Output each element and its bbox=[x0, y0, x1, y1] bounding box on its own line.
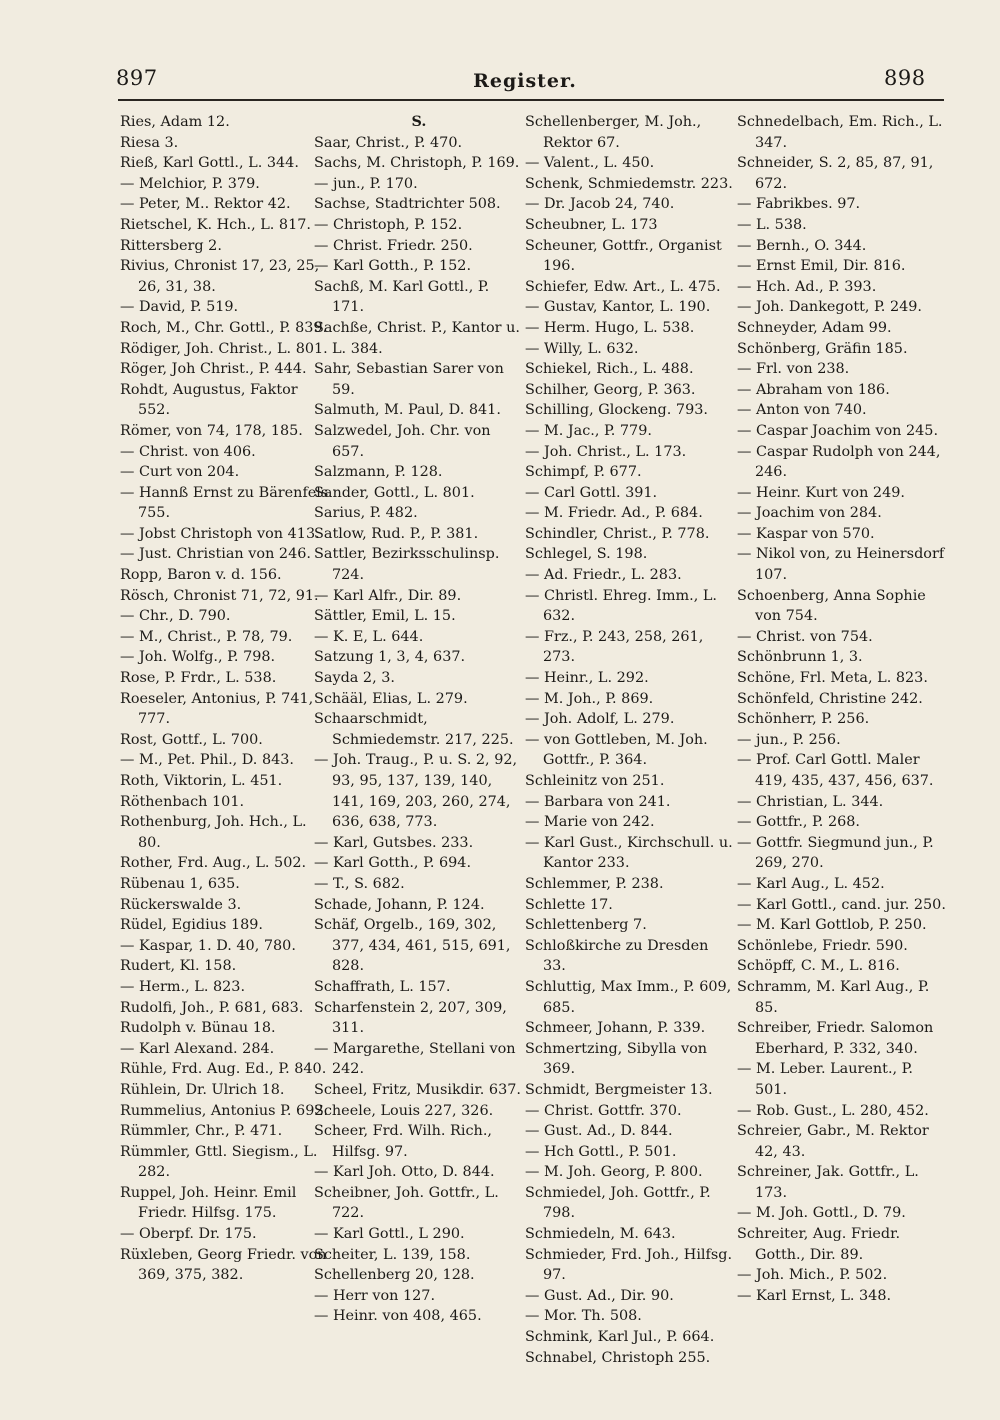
index-entry: Schnedelbach, Em. Rich., L. 347. bbox=[737, 114, 943, 151]
index-entry: — M. Joh., P. 869. bbox=[525, 690, 654, 707]
index-entry: — Joh. Wolfg., P. 798. bbox=[120, 649, 276, 666]
index-entry: — Melchior, P. 379. bbox=[120, 175, 260, 192]
index-entry: Rümmler, Chr., P. 471. bbox=[120, 1123, 283, 1140]
index-entry: Sachß, M. Karl Gottl., P. 171. bbox=[314, 278, 490, 316]
index-entry: — Hch Gottl., P. 501. bbox=[525, 1143, 677, 1160]
index-entry: Schmink, Karl Jul., P. 664. bbox=[525, 1329, 715, 1346]
index-entry: Schellenberg 20, 128. bbox=[314, 1267, 475, 1284]
index-entry: Rost, Gottf., L. 700. bbox=[120, 731, 263, 748]
index-entry: — Karl Gottl., L 290. bbox=[314, 1226, 465, 1243]
index-entry: Schaarschmidt, Schmiedemstr. 217, 225. bbox=[314, 711, 514, 748]
index-entry: — Karl Alexand. 284. bbox=[120, 1040, 275, 1057]
index-entry: — Christl. Ehreg. Imm., L. 632. bbox=[525, 587, 718, 625]
index-entry: Schääl, Elias, L. 279. bbox=[314, 690, 468, 707]
index-entry: Schellenberger, M. Joh., Rektor 67. bbox=[525, 114, 702, 151]
index-entry: Salzwedel, Joh. Chr. von 657. bbox=[314, 422, 491, 460]
index-entry: Schilher, Georg, P. 363. bbox=[525, 381, 696, 398]
index-column-1 bbox=[120, 112, 330, 1286]
index-entry: Schmiedel, Joh. Gottfr., P. 798. bbox=[525, 1184, 711, 1222]
index-entry: — Christ. von 406. bbox=[120, 443, 256, 460]
index-entry: Schoenberg, Anna Sophie von 754. bbox=[737, 587, 926, 625]
index-entry: Scheer, Frd. Wilh. Rich., Hilfsg. 97. bbox=[314, 1123, 492, 1160]
index-entry: Rummelius, Antonius P. 692. bbox=[120, 1102, 329, 1119]
index-entry: — Nikol von, zu Heinersdorf 107. bbox=[737, 546, 945, 584]
index-entry: Rothenburg, Joh. Hch., L. 80. bbox=[120, 814, 307, 851]
index-entry: Rösch, Chronist 71, 72, 91. bbox=[120, 587, 319, 604]
index-entry: Rüdel, Egidius 189. bbox=[120, 917, 263, 934]
index-entry: Schönberg, Gräfin 185. bbox=[737, 340, 908, 357]
index-entry: Roeseler, Antonius, P. 741, 777. bbox=[120, 690, 314, 728]
index-entry: Rudolfi, Joh., P. 681, 683. bbox=[120, 999, 304, 1016]
index-entry: Rittersberg 2. bbox=[120, 237, 222, 254]
index-entry: — Joh. Mich., P. 502. bbox=[737, 1267, 888, 1284]
index-entry: Schneyder, Adam 99. bbox=[737, 319, 892, 336]
index-entry: Schlette 17. bbox=[525, 896, 613, 913]
index-entry: Scheel, Fritz, Musikdir. 637. bbox=[314, 1081, 521, 1098]
index-entry: Schiekel, Rich., L. 488. bbox=[525, 361, 694, 378]
index-entry: — Joachim von 284. bbox=[737, 505, 882, 522]
index-entry: — Heinr., L. 292. bbox=[525, 670, 649, 687]
index-entry: — David, P. 519. bbox=[120, 299, 239, 316]
index-entry: Rother, Frd. Aug., L. 502. bbox=[120, 855, 307, 872]
index-entry: — Frl. von 238. bbox=[737, 361, 850, 378]
index-entry: Schmidt, Bergmeister 13. bbox=[525, 1081, 713, 1098]
index-entry: — Karl Ernst, L. 348. bbox=[737, 1287, 892, 1304]
index-entry: — Caspar Rudolph von 244, 246. bbox=[737, 443, 941, 481]
index-entry: Schade, Johann, P. 124. bbox=[314, 896, 485, 913]
index-entry: Sachs, M. Christoph, P. 169. bbox=[314, 155, 520, 172]
index-entry: — Willy, L. 632. bbox=[525, 340, 639, 357]
index-entry: — Bernh., O. 344. bbox=[737, 237, 867, 254]
index-entry: Schnabel, Christoph 255. bbox=[525, 1349, 711, 1366]
index-entry: Schleinitz von 251. bbox=[525, 773, 665, 789]
index-entry: — Karl Aug., L. 452. bbox=[737, 875, 885, 892]
index-entry: — M. Joh. Gottl., D. 79. bbox=[737, 1205, 906, 1222]
index-entry: — Barbara von 241. bbox=[525, 793, 671, 810]
index-entry: Scharfenstein 2, 207, 309, 311. bbox=[314, 999, 507, 1037]
index-entry: Scheele, Louis 227, 326. bbox=[314, 1102, 494, 1119]
index-entry: — Karl Joh. Otto, D. 844. bbox=[314, 1164, 495, 1181]
index-entry: — Joh. Dankegott, P. 249. bbox=[737, 299, 922, 316]
index-entry: Rose, P. Frdr., L. 538. bbox=[120, 670, 277, 687]
index-entry: — Gottfr. Siegmund jun., P. 269, 270. bbox=[737, 834, 934, 872]
page-header bbox=[0, 0, 1000, 100]
index-entry: — Karl Gottl., cand. jur. 250. bbox=[737, 896, 946, 913]
index-entry: Schmieder, Frd. Joh., Hilfsg. 97. bbox=[525, 1246, 733, 1284]
index-entry: Salmuth, M. Paul, D. 841. bbox=[314, 402, 501, 419]
index-entry: Rümmler, Gttl. Siegism., L. 282. bbox=[120, 1143, 318, 1181]
index-entry: Scheuner, Gottfr., Organist 196. bbox=[525, 237, 722, 275]
index-entry: Sayda 2, 3. bbox=[314, 670, 395, 687]
index-entry: — Caspar Joachim von 245. bbox=[737, 422, 939, 439]
index-entry: Schenk, Schmiedemstr. 223. bbox=[525, 175, 733, 192]
index-entry: — Frz., P. 243, 258, 261, 273. bbox=[525, 628, 704, 666]
index-entry: — Gust. Ad., Dir. 90. bbox=[525, 1287, 674, 1304]
index-entry: Rudolph v. Bünau 18. bbox=[120, 1020, 276, 1037]
index-entry: — Kaspar, 1. D. 40, 780. bbox=[120, 937, 296, 954]
index-entry: — Karl Gotth., P. 694. bbox=[314, 855, 472, 872]
index-entry: — Oberpf. Dr. 175. bbox=[120, 1226, 257, 1243]
index-entry: — Hannß Ernst zu Bärenfels 755. bbox=[120, 484, 329, 522]
index-entry: Röger, Joh Christ., P. 444. bbox=[120, 361, 307, 378]
index-entry: Rohdt, Augustus, Faktor 552. bbox=[120, 381, 298, 419]
index-column-2 bbox=[314, 112, 524, 1327]
index-entry: — Karl, Gutsbes. 233. bbox=[314, 834, 474, 851]
index-entry: — Herm., L. 823. bbox=[120, 978, 246, 995]
index-entry: — Gustav, Kantor, L. 190. bbox=[525, 299, 711, 316]
index-entry: Schlettenberg 7. bbox=[525, 917, 647, 934]
index-entry: Ries, Adam 12. bbox=[120, 114, 230, 130]
index-entry: — Gottfr., P. 268. bbox=[737, 814, 860, 831]
index-entry: Schreier, Gabr., M. Rektor 42, 43. bbox=[737, 1123, 929, 1160]
index-entry: Satzung 1, 3, 4, 637. bbox=[314, 649, 466, 666]
index-entry: — Chr., D. 790. bbox=[120, 608, 231, 625]
index-entry: Schlemmer, P. 238. bbox=[525, 875, 664, 892]
index-entry: Schmiedeln, M. 643. bbox=[525, 1226, 676, 1243]
index-entry: — Dr. Jacob 24, 740. bbox=[525, 196, 675, 213]
index-entry: — M. Jac., P. 779. bbox=[525, 422, 652, 439]
index-entry: — Christoph, P. 152. bbox=[314, 216, 463, 233]
index-entry: Schneider, S. 2, 85, 87, 91, 672. bbox=[737, 155, 934, 192]
index-entry: — von Gottleben, M. Joh. Gottfr., P. 364. bbox=[525, 731, 708, 769]
index-entry: Schönfeld, Christine 242. bbox=[737, 690, 923, 707]
index-entry: Scheubner, L. 173 bbox=[525, 216, 658, 233]
index-entry: Riesa 3. bbox=[120, 134, 179, 151]
index-entry: — M. Karl Gottlob, P. 250. bbox=[737, 917, 927, 934]
index-entry: Rühlein, Dr. Ulrich 18. bbox=[120, 1081, 285, 1098]
index-entry: Rivius, Chronist 17, 23, 25, 26, 31, 38. bbox=[120, 258, 320, 295]
index-entry: Schönherr, P. 256. bbox=[737, 711, 870, 728]
index-column-3 bbox=[525, 112, 735, 1368]
index-entry: Rudert, Kl. 158. bbox=[120, 958, 237, 975]
index-entry: Scheibner, Joh. Gottfr., L. 722. bbox=[314, 1184, 499, 1222]
index-entry: Schimpf, P. 677. bbox=[525, 464, 642, 481]
index-entry: Sättler, Emil, L. 15. bbox=[314, 608, 456, 625]
index-entry: Schmertzing, Sibylla von 369. bbox=[525, 1040, 708, 1078]
index-entry: — Valent., L. 450. bbox=[525, 155, 655, 172]
index-entry: — Joh. Traug., P. u. S. 2, 92, 93, 95, 137, 139, 140, 141, 169, 203, 260, 274, 636, 638, 773. bbox=[314, 752, 518, 831]
index-entry: Sahr, Sebastian Sarer von 59. bbox=[314, 361, 504, 398]
index-entry: Ropp, Baron v. d. 156. bbox=[120, 567, 282, 584]
index-entry: Schöpff, C. M., L. 816. bbox=[737, 958, 900, 975]
index-entry: Rühle, Frd. Aug. Ed., P. 840. bbox=[120, 1061, 327, 1078]
index-entry: — Christ. von 754. bbox=[737, 628, 873, 645]
index-entry: Sattler, Bezirksschulinsp. 724. bbox=[314, 546, 500, 584]
index-entry: — Prof. Carl Gottl. Maler 419, 435, 437, 456, 637. bbox=[737, 752, 934, 789]
index-entry: Schiefer, Edw. Art., L. 475. bbox=[525, 278, 721, 295]
index-entry: — L. 538. bbox=[737, 216, 807, 233]
index-entry: — Jobst Christoph von 413. bbox=[120, 525, 320, 542]
index-entry: Rieß, Karl Gottl., L. 344. bbox=[120, 155, 299, 172]
index-entry: Schäf, Orgelb., 169, 302, 377, 434, 461, 515, 691, 828. bbox=[314, 917, 511, 975]
index-entry: Rietschel, K. Hch., L. 817. bbox=[120, 216, 311, 233]
index-entry: — jun., P. 170. bbox=[314, 175, 418, 192]
index-entry: — Joh. Adolf, L. 279. bbox=[525, 711, 675, 728]
index-entry: Sachse, Stadtrichter 508. bbox=[314, 196, 501, 213]
index-entry: — Ernst Emil, Dir. 816. bbox=[737, 258, 906, 275]
index-entry: — Karl Alfr., Dir. 89. bbox=[314, 587, 462, 604]
index-entry: — Mor. Th. 508. bbox=[525, 1308, 642, 1325]
index-entry: — Carl Gottl. 391. bbox=[525, 484, 658, 501]
index-entry: — Joh. Christ., L. 173. bbox=[525, 443, 687, 460]
index-entry: — M. Friedr. Ad., P. 684. bbox=[525, 505, 703, 522]
index-entry: Salzmann, P. 128. bbox=[314, 464, 443, 481]
index-entry: — M., Pet. Phil., D. 843. bbox=[120, 752, 295, 769]
index-entry: — Heinr. von 408, 465. bbox=[314, 1308, 482, 1325]
index-entry: — Just. Christian von 246. bbox=[120, 546, 311, 563]
index-entry: Ruppel, Joh. Heinr. Emil Friedr. Hilfsg. 175. bbox=[120, 1184, 297, 1222]
index-entry: Schramm, M. Karl Aug., P. 85. bbox=[737, 978, 930, 1016]
index-entry: Schloßkirche zu Dresden 33. bbox=[525, 937, 709, 975]
index-entry: — Marie von 242. bbox=[525, 814, 655, 831]
index-entry: — Anton von 740. bbox=[737, 402, 867, 419]
index-entry: — Curt von 204. bbox=[120, 464, 240, 481]
index-entry: Römer, von 74, 178, 185. bbox=[120, 422, 303, 439]
index-entry: — Ad. Friedr., L. 283. bbox=[525, 567, 682, 584]
index-entry: Schöne, Frl. Meta, L. 823. bbox=[737, 670, 928, 687]
index-entry: — Heinr. Kurt von 249. bbox=[737, 484, 905, 501]
index-entry: Schluttig, Max Imm., P. 609, 685. bbox=[525, 978, 732, 1016]
index-entry: — M. Joh. Georg, P. 800. bbox=[525, 1164, 703, 1181]
index-entry: — Abraham von 186. bbox=[737, 381, 890, 398]
index-entry: — Margarethe, Stellani von 242. bbox=[314, 1040, 516, 1078]
index-entry: Roth, Viktorin, L. 451. bbox=[120, 773, 283, 789]
index-entry: Rückerswalde 3. bbox=[120, 896, 242, 913]
index-entry: — Hch. Ad., P. 393. bbox=[737, 278, 877, 295]
index-entry: Schmeer, Johann, P. 339. bbox=[525, 1020, 706, 1037]
index-entry: — Karl Gust., Kirchschull. u. Kantor 233. bbox=[525, 834, 733, 872]
index-entry: Schönlebe, Friedr. 590. bbox=[737, 937, 908, 954]
index-entry: Satlow, Rud. P., P. 381. bbox=[314, 525, 479, 542]
index-entry: — jun., P. 256. bbox=[737, 731, 841, 748]
index-entry: — Christ. Gottfr. 370. bbox=[525, 1102, 682, 1119]
running-title: Register. bbox=[473, 70, 577, 92]
index-entry: Schindler, Christ., P. 778. bbox=[525, 525, 710, 542]
index-entry: Rödiger, Joh. Christ., L. 801. bbox=[120, 340, 328, 357]
index-entry: — M., Christ., P. 78, 79. bbox=[120, 628, 293, 645]
header-rule bbox=[118, 99, 944, 101]
index-entry: Röthenbach 101. bbox=[120, 793, 245, 810]
index-entry: — Karl Gotth., P. 152. bbox=[314, 258, 472, 275]
index-entry: Sander, Gottl., L. 801. bbox=[314, 484, 475, 501]
index-entry: Rüxleben, Georg Friedr. von 369, 375, 382. bbox=[120, 1246, 327, 1284]
index-entry: Schönbrunn 1, 3. bbox=[737, 649, 863, 666]
index-entry: Schlegel, S. 198. bbox=[525, 546, 648, 563]
index-entry: — Rob. Gust., L. 280, 452. bbox=[737, 1102, 929, 1119]
index-entry: — Christian, L. 344. bbox=[737, 793, 884, 810]
index-entry: Schilling, Glockeng. 793. bbox=[525, 402, 708, 419]
index-entry: — K. E, L. 644. bbox=[314, 628, 424, 645]
index-entry: Sachße, Christ. P., Kantor u. L. 384. bbox=[314, 319, 520, 357]
page-number-right: 898 bbox=[884, 66, 926, 90]
index-entry: — Peter, M.. Rektor 42. bbox=[120, 196, 291, 213]
index-entry: Saar, Christ., P. 470. bbox=[314, 134, 463, 151]
index-entry: Schreiber, Friedr. Salomon Eberhard, P. 332, 340. bbox=[737, 1020, 934, 1057]
index-entry: Rübenau 1, 635. bbox=[120, 875, 240, 892]
index-entry: — Herm. Hugo, L. 538. bbox=[525, 319, 695, 336]
index-entry: Schreiner, Jak. Gottfr., L. 173. bbox=[737, 1164, 919, 1201]
index-entry: Sarius, P. 482. bbox=[314, 505, 418, 522]
index-entry: — Kaspar von 570. bbox=[737, 525, 875, 542]
index-entry: Scheiter, L. 139, 158. bbox=[314, 1246, 471, 1263]
section-letter: S. bbox=[411, 113, 427, 130]
index-entry: — M. Leber. Laurent., P. 501. bbox=[737, 1061, 914, 1098]
index-entry: Schreiter, Aug. Friedr. Gotth., Dir. 89. bbox=[737, 1226, 901, 1263]
index-entry: Schaffrath, L. 157. bbox=[314, 978, 451, 995]
index-entry: Roch, M., Chr. Gottl., P. 839. bbox=[120, 319, 328, 336]
page-number-left: 897 bbox=[116, 66, 158, 90]
index-entry: — Fabrikbes. 97. bbox=[737, 196, 861, 213]
index-entry: — T., S. 682. bbox=[314, 875, 405, 892]
index-entry: — Herr von 127. bbox=[314, 1287, 436, 1304]
index-column-4 bbox=[737, 112, 947, 1306]
index-entry: — Gust. Ad., D. 844. bbox=[525, 1123, 673, 1140]
index-entry: — Christ. Friedr. 250. bbox=[314, 237, 473, 254]
